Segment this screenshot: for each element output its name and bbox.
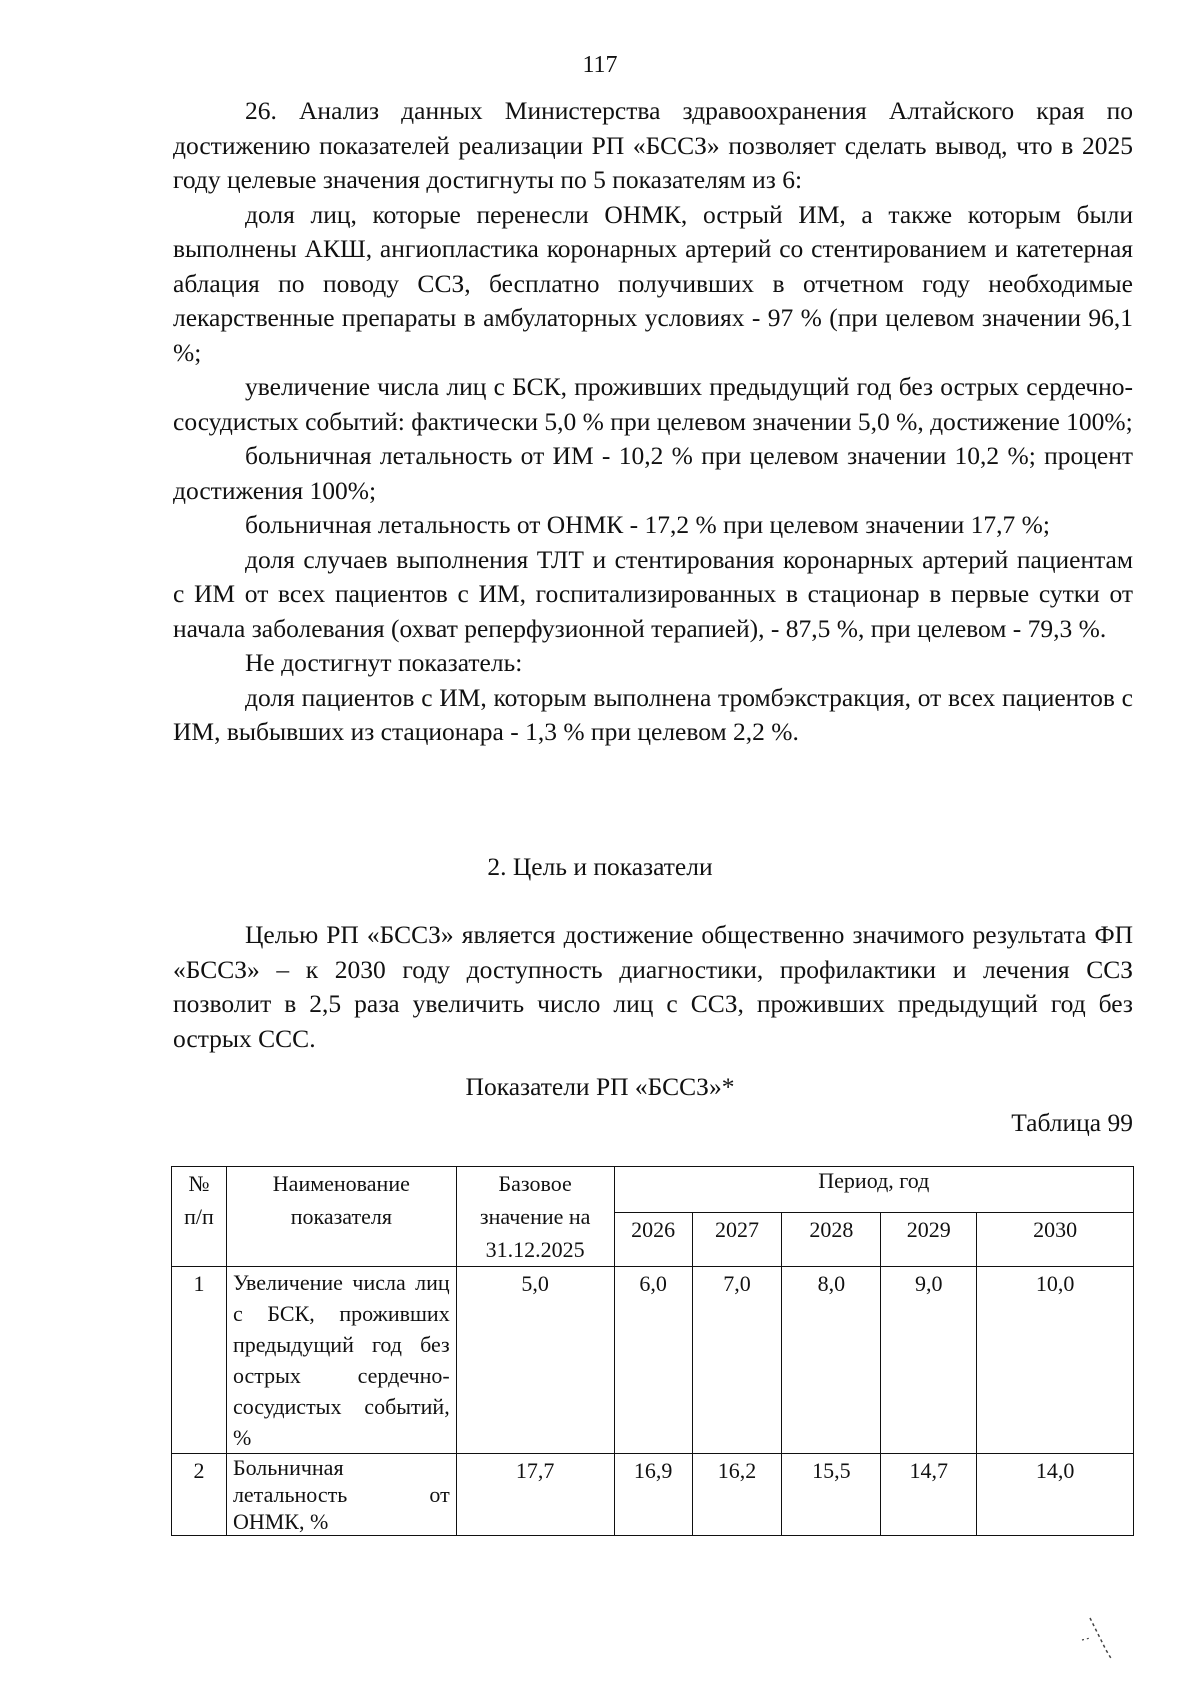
scan-mark xyxy=(1070,1610,1130,1670)
row-value: 7,0 xyxy=(692,1267,782,1454)
header-period: Период, год xyxy=(614,1167,1133,1213)
header-num: № п/п xyxy=(172,1167,227,1267)
row-value: 9,0 xyxy=(881,1267,977,1454)
paragraph-stroke-mortality: больничная летальность от ОНМК - 17,2 % при целевом значении 17,7 %; xyxy=(245,510,1050,539)
row-name: Больничная летальность от ОНМК, % xyxy=(226,1454,456,1536)
header-year: 2028 xyxy=(782,1213,881,1267)
table-number: Таблица 99 xyxy=(1011,1108,1133,1137)
paragraph-thrombectomy: доля пациентов с ИМ, которым выполнена тромбэкстракция, от всех пациентов с ИМ, выбывших из стационара - 1,3 % при целевом 2,2 %. xyxy=(173,682,1133,746)
row-name: Увеличение числа лиц с БСК, проживших предыдущий год без острых сердечно-сосудистых событий, % xyxy=(226,1267,456,1454)
row-num: 2 xyxy=(172,1454,227,1536)
header-name: Наименование показателя xyxy=(226,1167,456,1267)
table-row xyxy=(172,1454,1134,1536)
paragraph-goal: Целью РП «БССЗ» является достижение общественно значимого результата ФП «БССЗ» – к 2030 году доступность диагностики, профилактики и лечения ССЗ позволит в 2,5 раза увеличить число лиц с ССЗ, проживших предыдущий год без острых ССС. xyxy=(173,920,1133,1053)
paragraph-analysis-intro: 26. Анализ данных Министерства здравоохранения Алтайского края по достижению показателей реализации РП «БССЗ» позволяет сделать вывод, что в 2025 году целевые значения достигнуты по 5 показателям из 6: xyxy=(173,96,1133,194)
goal-section xyxy=(173,918,1133,1056)
header-year: 2027 xyxy=(692,1213,782,1267)
row-value: 10,0 xyxy=(977,1267,1134,1454)
row-value: 6,0 xyxy=(614,1267,692,1454)
paragraph-mi-mortality: больничная летальность от ИМ - 10,2 % при целевом значении 10,2 %; процент достижения 100%; xyxy=(173,441,1133,505)
header-base: Базовое значение на 31.12.2025 xyxy=(456,1167,614,1267)
header-year: 2026 xyxy=(614,1213,692,1267)
indicators-table xyxy=(171,1166,1134,1536)
analysis-section xyxy=(173,94,1133,750)
row-value: 16,2 xyxy=(692,1454,782,1536)
row-value: 14,0 xyxy=(977,1454,1134,1536)
page-number: 117 xyxy=(582,52,618,78)
table-header-row xyxy=(172,1167,1134,1213)
paragraph-not-achieved: Не достигнут показатель: xyxy=(245,648,523,677)
table-caption: Показатели РП «БССЗ»* xyxy=(465,1072,735,1101)
paragraph-bsk-increase: увеличение числа лиц с БСК, проживших предыдущий год без острых сердечно-сосудистых событий: фактически 5,0 % при целевом значении 5,0 %, достижение 100%; xyxy=(173,372,1133,436)
row-base: 5,0 xyxy=(456,1267,614,1454)
row-num: 1 xyxy=(172,1267,227,1454)
row-value: 16,9 xyxy=(614,1454,692,1536)
paragraph-reperfusion: доля случаев выполнения ТЛТ и стентирования коронарных артерий пациентам с ИМ от всех пациентов с ИМ, госпитализированных в стационар в первые сутки от начала заболевания (охват реперфузионной терапией), - 87,5 %, при целевом - 79,3 %. xyxy=(173,544,1133,643)
section-heading: 2. Цель и показатели xyxy=(487,852,713,881)
table-row xyxy=(172,1267,1134,1454)
header-year: 2030 xyxy=(977,1213,1134,1267)
paragraph-medication-share: доля лиц, которые перенесли ОНМК, острый ИМ, а также которым были выполнены АКШ, ангиопластика коронарных артерий со стентированием и катетерная аблация по поводу ССЗ, бесплатно получивших в отчетном году необходимые лекарственные препараты в амбулаторных условиях - 97 % (при целевом значении 96,1 %; xyxy=(173,199,1133,367)
row-value: 14,7 xyxy=(881,1454,977,1536)
row-value: 15,5 xyxy=(782,1454,881,1536)
header-year: 2029 xyxy=(881,1213,977,1267)
row-value: 8,0 xyxy=(782,1267,881,1454)
row-base: 17,7 xyxy=(456,1454,614,1536)
